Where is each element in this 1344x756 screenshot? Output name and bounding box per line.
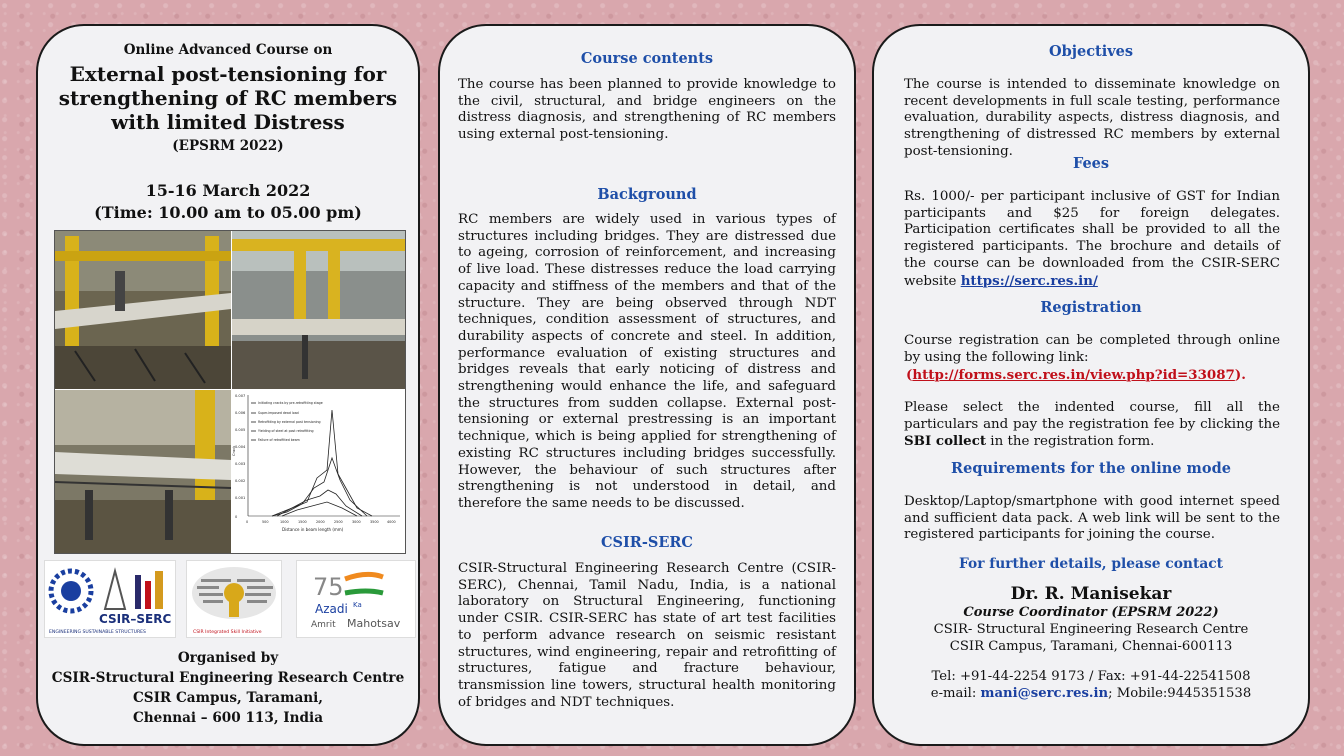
y-axis-label: Crack <box>232 445 236 456</box>
y-tick-label: 0.002 <box>235 479 246 483</box>
x-tick-label: 3000 <box>352 520 361 524</box>
contact-email-line <box>874 686 1308 701</box>
email-link[interactable]: mani@serc.res.in <box>980 686 1109 701</box>
registration-heading: Registration <box>1040 299 1142 316</box>
y-tick-label: 0.004 <box>235 445 246 449</box>
x-tick-label: 500 <box>262 520 269 524</box>
course-dates: 15-16 March 2022 <box>145 181 311 200</box>
close-paren: ). <box>1234 367 1246 383</box>
course-time: (Time: 10.00 am to 05.00 pm) <box>94 203 362 222</box>
course-contents-heading: Course contents <box>580 50 714 67</box>
x-tick-label: 0 <box>246 520 249 524</box>
select-text-part1: Please select the indented course, fill all the particulars and pay the registration fee by clicking the <box>904 400 1280 432</box>
mobile-number: ; Mobile:9445351538 <box>1108 686 1252 701</box>
lab-photo-retrofitted-beam <box>55 390 231 553</box>
csir-serc-heading: CSIR-SERC <box>601 534 693 551</box>
azadi-word: Azadi <box>315 602 348 616</box>
legend-entry: Super-imposed dead load <box>258 411 299 415</box>
course-contents-text: The course has been planned to provide knowledge to the civil, structural, and bridge engineers on the distress diagnosis, and strengthening of RC members using external post-tensioning. <box>458 77 836 143</box>
organiser-name: CSIR-Structural Engineering Research Centre <box>51 670 405 686</box>
skill-initiative-logo <box>186 560 282 638</box>
y-tick-label: 0.006 <box>235 411 246 415</box>
legend-entry: Retrofitting by external post tensioning <box>258 420 321 424</box>
y-tick-label: 0.005 <box>235 428 246 432</box>
crack-width-chart <box>232 390 405 553</box>
legend-entry: Yielding of steel at post retrofitting <box>258 429 314 433</box>
x-tick-label: 2000 <box>316 520 325 524</box>
requirements-heading: Requirements for the online mode <box>951 460 1231 477</box>
lab-photo-loading-frame <box>232 231 405 389</box>
x-tick-label: 4000 <box>387 520 396 524</box>
registration-link-line <box>906 367 1282 385</box>
background-text: RC members are widely used in various types of structures including bridges. They are distressed due to ageing, corrosion of reinforcement, and increasing of live load. These distresses reduce the load carrying capacity and stiffness of the members and that of the structure. They are being observed through NDT techniques, condition assessment of structures, and durability aspects of concrete and steel. In addition, performance evaluation of existing structures and bridges reveals that early noticing of distress and strengthening would enhance the life, and safeguard the structures from sudden collapse. External post-tensioning or external prestressing is an important technique, which is being applied for strengthening of existing RC structures including bridges successfully. However, the behaviour of such structures after strengthening is not understood in detail, and therefore the same needs to be discussed. <box>458 212 836 511</box>
x-tick-label: 3500 <box>370 520 379 524</box>
y-tick-label: 0.007 <box>235 394 246 398</box>
photo-collage <box>54 230 406 554</box>
serc-logo-tagline: ENGINEERING SUSTAINABLE STRUCTURES <box>49 630 146 635</box>
contact-org: CSIR- Structural Engineering Research Centre <box>933 622 1249 637</box>
organiser-city: Chennai – 600 113, India <box>132 710 324 726</box>
legend-entry: Initiating cracks by pre-retrofitting stage <box>258 401 323 405</box>
registration-text: Course registration can be completed through online by using the following link: <box>904 333 1280 365</box>
contact-heading: For further details, please contact <box>958 556 1224 572</box>
course-acronym: (EPSRM 2022) <box>172 138 284 154</box>
registration-link[interactable]: http://forms.serc.res.in/view.php?id=33087 <box>912 367 1235 383</box>
csir-serc-logo <box>44 560 176 638</box>
serc-website-link[interactable]: https://serc.res.in/ <box>960 272 1098 289</box>
select-course-text <box>904 400 1280 451</box>
azadi-number: 75 <box>313 573 344 601</box>
y-tick-label: 0.003 <box>235 462 246 466</box>
open-paren: ( <box>906 367 913 383</box>
x-tick-label: 2500 <box>334 520 343 524</box>
course-type: Online Advanced Course on <box>123 42 333 58</box>
x-tick-label: 1000 <box>280 520 289 524</box>
skill-logo-text: CSIR Integrated Skill Initiative <box>193 630 262 635</box>
x-tick-label: 1500 <box>298 520 307 524</box>
serc-logo-text: CSIR–SERC <box>99 612 172 626</box>
mahotsav-word: Mahotsav <box>347 617 401 630</box>
amrit-word: Amrit <box>311 620 336 630</box>
contact-tel-fax: Tel: +91-44-2254 9173 / Fax: +91-44-22541508 <box>931 669 1251 684</box>
requirements-text: Desktop/Laptop/smartphone with good internet speed and sufficient data pack. A web link will be sent to the registered participants for joining the course. <box>904 494 1280 543</box>
objectives-heading: Objectives <box>1048 43 1134 60</box>
details-panel <box>872 24 1310 746</box>
y-tick-label: 0 <box>235 515 238 519</box>
course-title: External post-tensioning for strengthening of RC members with limited Distress <box>58 62 398 134</box>
azadi-ka-amrit-mahotsav-logo <box>296 560 416 638</box>
organiser-campus: CSIR Campus, Taramani, <box>132 690 324 706</box>
fees-description: Rs. 1000/- per participant inclusive of GST for Indian participants and $25 for foreign delegates. Participation certificates shall be provided to all the registered participants. The brochure and details of the course can be downloaded from the CSIR-SERC website <box>904 189 1280 289</box>
legend-entry: Failure of retrofitted beam <box>258 438 300 442</box>
y-tick-label: 0.001 <box>235 496 246 500</box>
fees-text <box>904 189 1280 290</box>
organised-by-label: Organised by <box>177 650 279 666</box>
logo-strip <box>44 560 414 640</box>
fees-heading: Fees <box>1072 155 1110 172</box>
objectives-text: The course is intended to disseminate knowledge on recent developments in full scale testing, performance evaluation, durability aspects, distress diagnosis, and strengthening of distressed RC members by external post-tensioning. <box>904 77 1280 159</box>
course-info-panel <box>438 24 856 746</box>
lab-photo-beam-test <box>55 231 231 389</box>
contact-campus: CSIR Campus, Taramani, Chennai-600113 <box>949 639 1233 654</box>
ka-word: Ka <box>353 601 362 609</box>
select-text-part2: in the registration form. <box>986 434 1155 450</box>
contact-role: Course Coordinator (EPSRM 2022) <box>963 605 1219 620</box>
x-axis-label: Distance in beam length (mm) <box>282 527 344 532</box>
email-label: e-mail: <box>930 686 981 701</box>
background-heading: Background <box>597 186 697 203</box>
csir-serc-text: CSIR-Structural Engineering Research Centre (CSIR-SERC), Chennai, Tamil Nadu, India, is a national laboratory on Structural Engineering, functioning under CSIR. CSIR-SERC has state of art test facilities to perform advance research on seismic resistant structures, wind engineering, repair and retrofitting of structures, fatigue and fracture behaviour, transmission line towers, structural health monitoring of bridges and NDT techniques. <box>458 561 836 710</box>
sbi-collect-label: SBI collect <box>904 433 987 450</box>
title-panel <box>36 24 420 746</box>
contact-name: Dr. R. Manisekar <box>1010 584 1172 604</box>
